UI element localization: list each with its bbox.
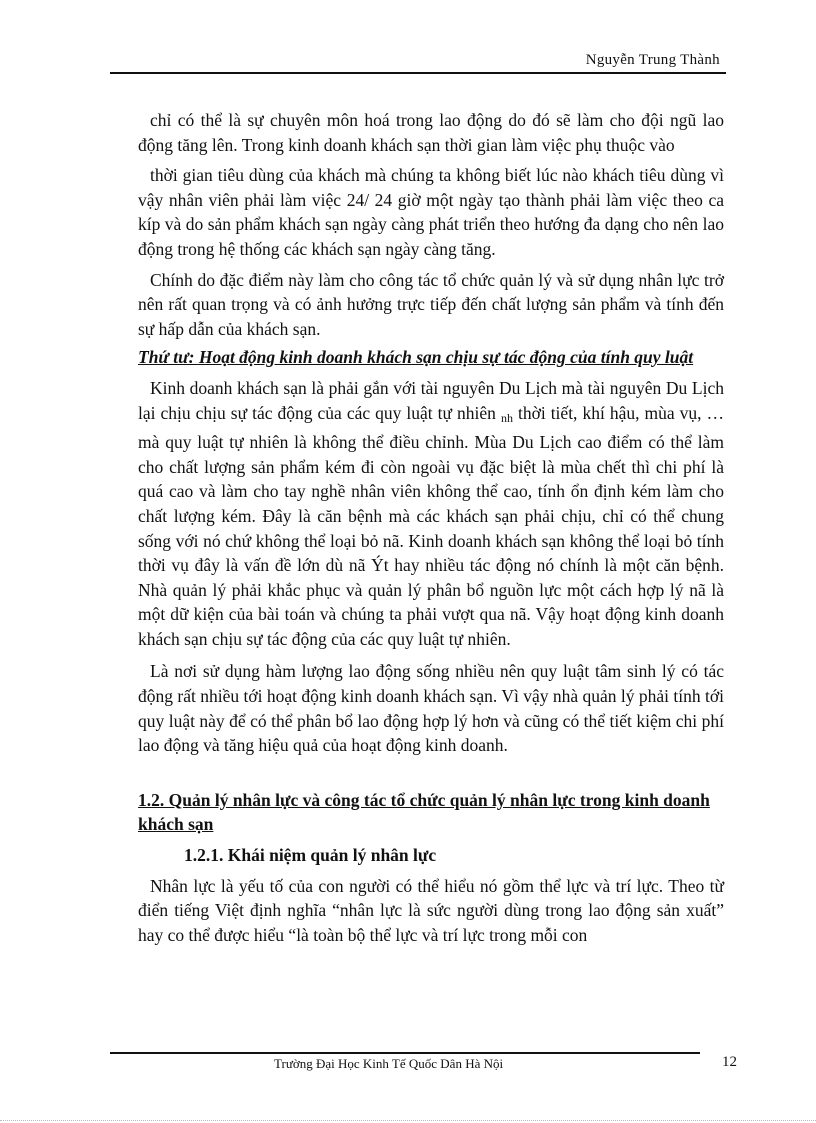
section-heading: 1.2. Quản lý nhân lực và công tác tổ chức quản lý nhân lực trong kinh doanh khách sạn [138,789,710,835]
page-edge [0,1120,816,1121]
paragraph-4-subscript: nh [500,410,513,425]
paragraph-4-part-b: thời tiết, khí hậu, mùa vụ, … mà quy luật tự nhiên là không thể điều chỉnh. Mùa Du Lịch cao điểm có thể làm cho chất lượng sản phẩm kém đi còn ngoài vụ đặc biệt là mùa chết thì chi phí là quá cao và làm cho tay nghề nhân viên không thể cao, tính ổn định kém làm cho chất lượng kém. Đây là căn bệnh mà các khách sạn phải chịu, chỉ có thể chung sống với nó chứ không thể loại bỏ nã. Kinh doanh khách sạn không thể loại bỏ tính thời vụ đây là vấn đề lớn dù nã Ýt hay nhiều tác động nó chính là một căn bệnh. Nhà quản lý phải khắc phục và quản lý phân bổ nguồn lực một cách hợp lý nã là một dữ kiện của bài toán và chúng ta phải vượt qua nã. Vậy hoạt động kinh doanh khách sạn chịu sự tác động của các quy luật tự nhiên. [138,402,725,649]
footer-rule [110,1052,700,1054]
paragraph-4-part-a: Kinh doanh khách sạn là phải gắn với tài nguyên Du Lịch mà tài nguyên Du Lịch lại chịu chịu sự tác động của các quy luật tự nhiên [138,377,724,423]
paragraph-4 [138,376,724,652]
paragraph-5: Là nơi sử dụng hàm lượng lao động sống nhiều nên quy luật tâm sinh lý có tác động rất nhiều tới hoạt động kinh doanh khách sạn. Vì vậy nhà quản lý phải tính tới quy luật này để có thể phân bổ lao động hợp lý hơn và cũng có thể tiết kiệm chi phí lao động và tăng hiệu quả của hoạt động kinh doanh. [138,661,724,756]
header-rule [110,72,726,74]
heading-fourth: Thứ tư: Hoạt động kinh doanh khách sạn chịu sự tác động của tính quy luật [138,347,694,368]
footer-school: Trường Đại Học Kinh Tế Quốc Dân Hà Nội [274,1056,504,1071]
paragraph-1: chỉ có thể là sự chuyên môn hoá trong lao động do đó sẽ làm cho đội ngũ lao động tăng lên. Trong kinh doanh khách sạn thời gian làm việc phụ thuộc vào [138,110,724,155]
page-number: 12 [722,1054,737,1070]
header-author: Nguyễn Trung Thành [585,52,720,68]
subsection-heading: 1.2.1. Khái niệm quản lý nhân lực [184,845,437,866]
document-body [138,108,724,947]
paragraph-3: Chính do đặc điểm này làm cho công tác tổ chức quản lý và sử dụng nhân lực trở nên rất quan trọng và có ảnh hưởng trực tiếp đến chất lượng sản phẩm và tính đến sự hấp dẫn của khách sạn. [138,269,724,339]
paragraph-6: Nhân lực là yếu tố của con người có thể hiểu nó gồm thể lực và trí lực. Theo từ điển tiếng Việt định nghĩa “nhân lực là sức người dùng trong lao động sản xuất” hay co thể được hiểu “là toàn bộ thể lực và trí lực trong mỗi con [138,875,724,945]
paragraph-2: thời gian tiêu dùng của khách mà chúng ta không biết lúc nào khách tiêu dùng vì vậy nhân viên phải làm việc 24/ 24 giờ một ngày tạo thành phải làm việc theo ca kíp và do sản phẩm khách sạn ngày càng phát triển theo hướng đa dạng cho nên lao động trong hệ thống các khách sạn ngày càng tăng. [138,165,724,259]
